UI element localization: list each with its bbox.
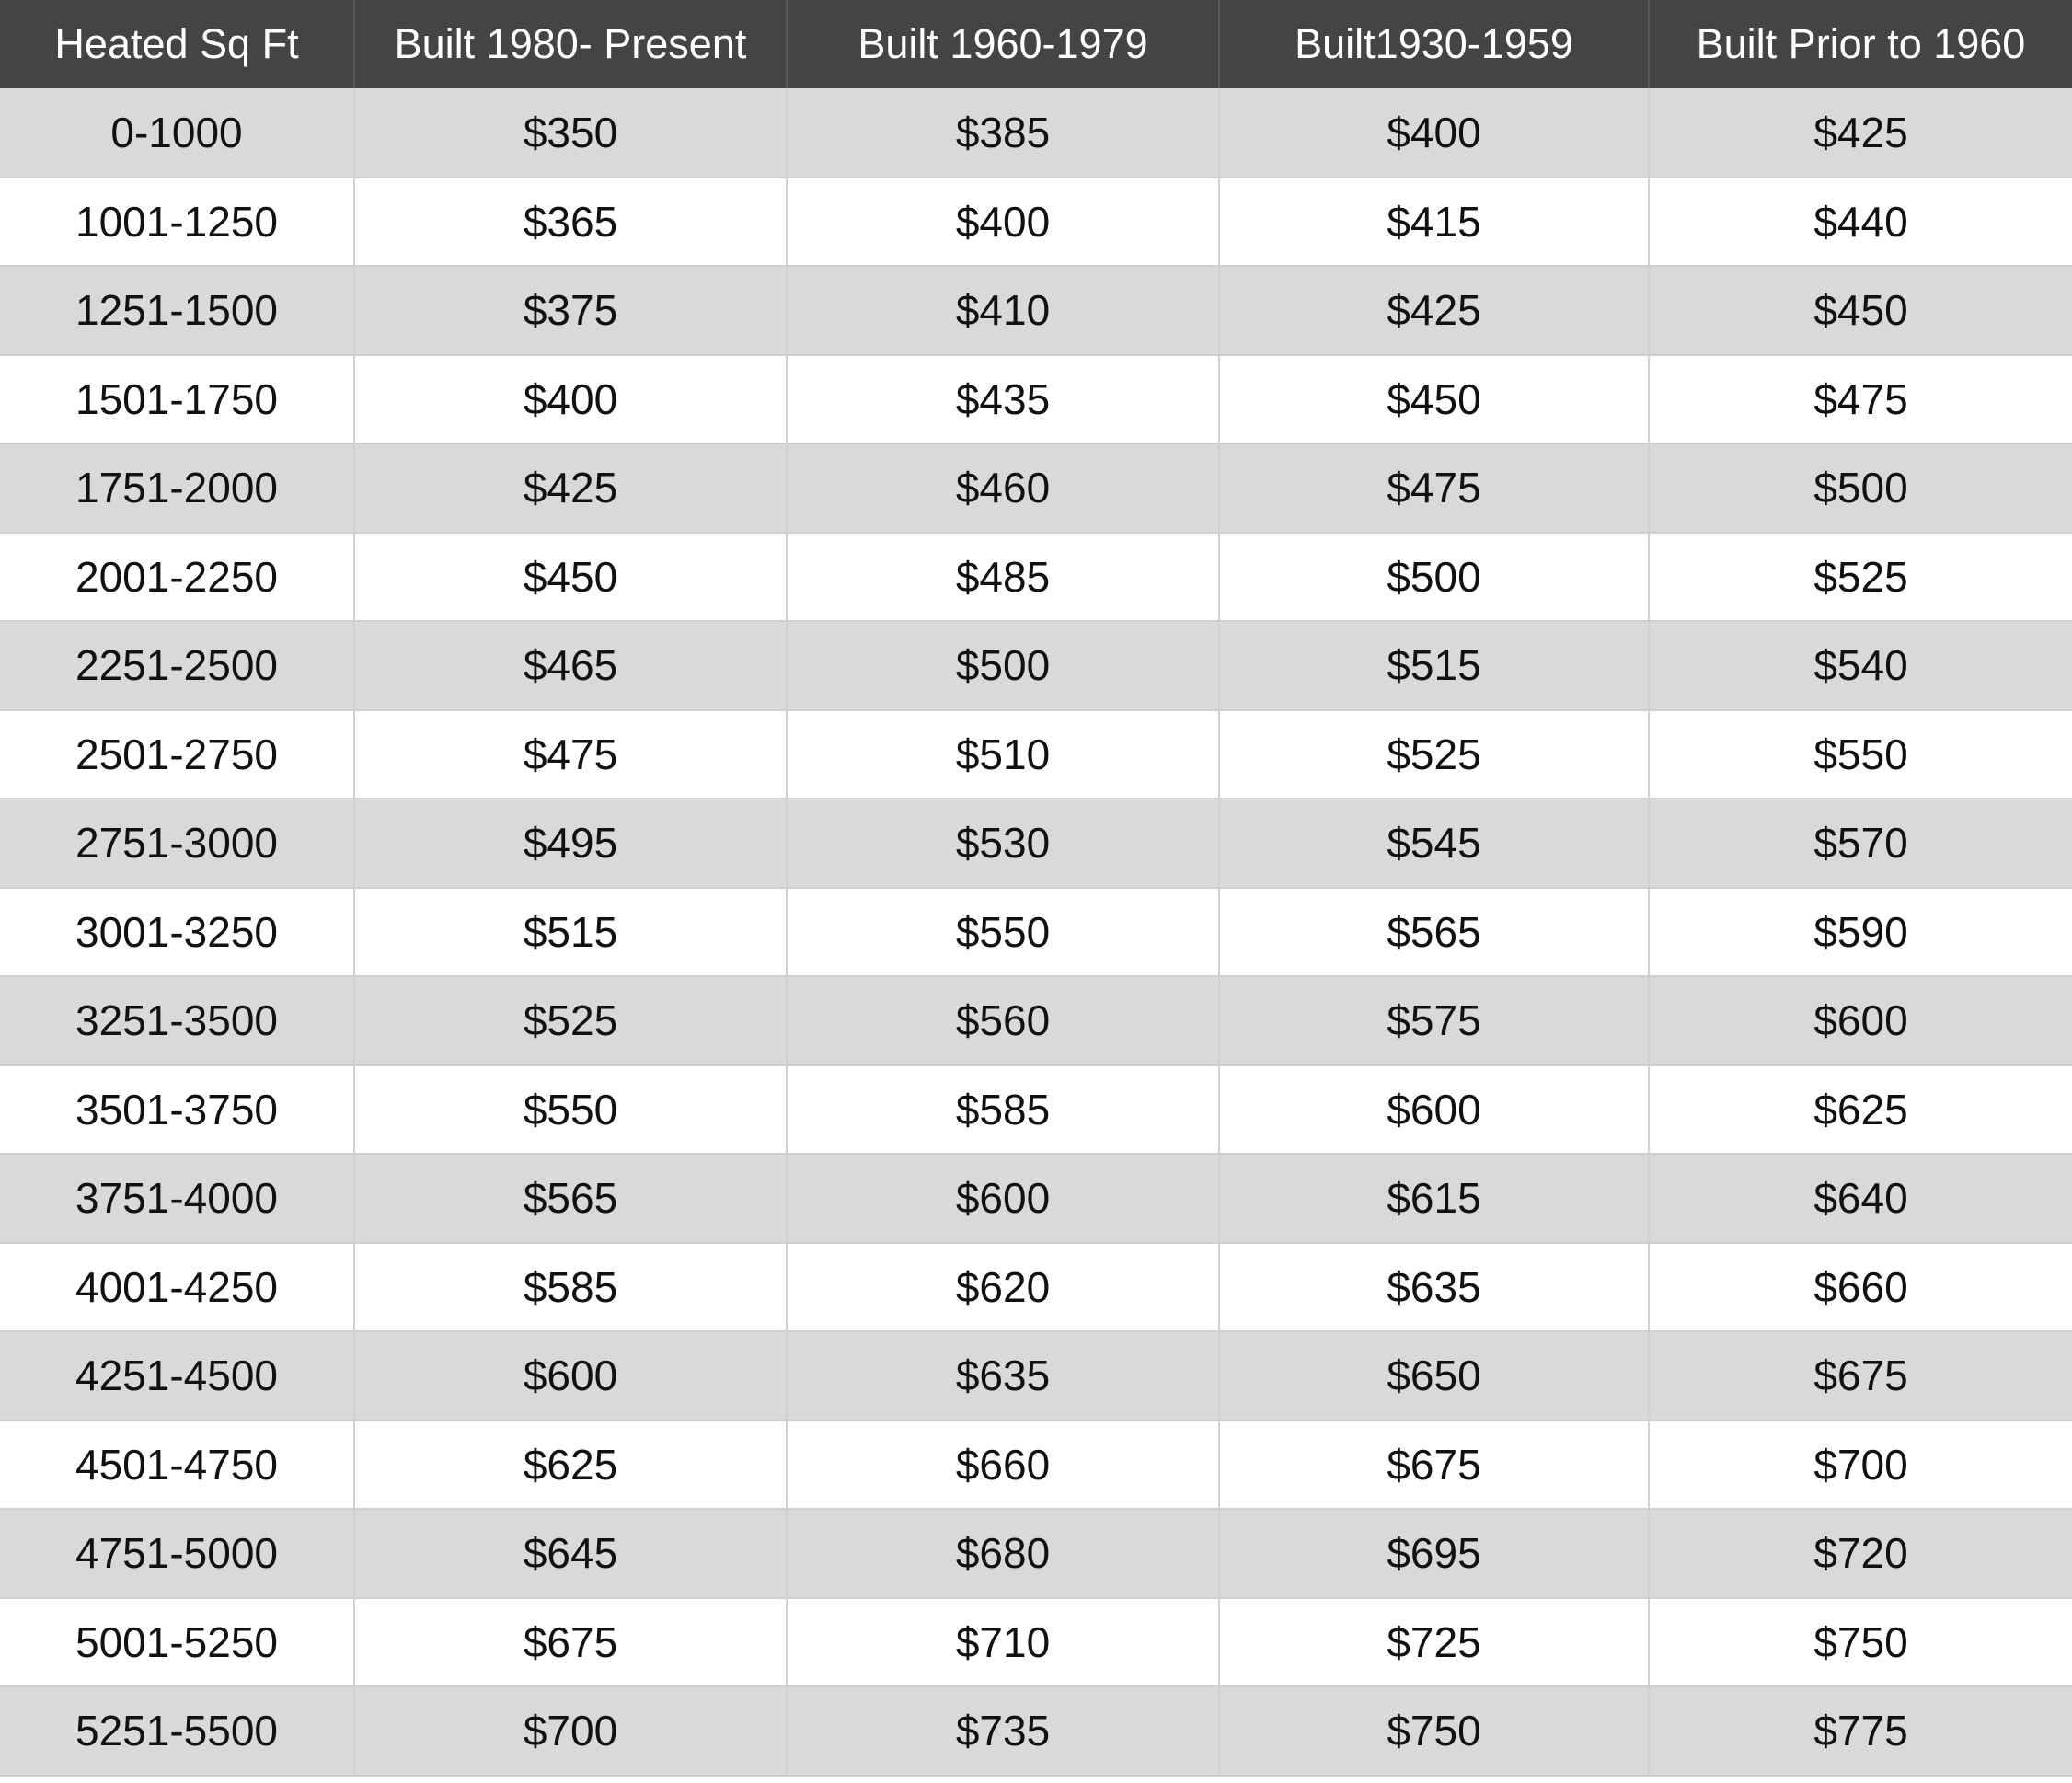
- table-row: [0, 1421, 2072, 1510]
- cell-prior-1960: $660: [1649, 1243, 2072, 1332]
- table-row: [0, 1065, 2072, 1155]
- cell-prior-1960: $425: [1649, 88, 2072, 178]
- cell-prior-1960: $720: [1649, 1509, 2072, 1598]
- cell-sq-ft: 1751-2000: [0, 443, 354, 533]
- cell-1930-1959: $725: [1219, 1598, 1649, 1687]
- cell-1930-1959: $500: [1219, 533, 1649, 622]
- cell-1960-1979: $435: [787, 355, 1219, 444]
- cell-sq-ft: 3001-3250: [0, 888, 354, 977]
- cell-sq-ft: 4251-4500: [0, 1331, 354, 1421]
- cell-sq-ft: 3251-3500: [0, 976, 354, 1065]
- cell-1960-1979: $560: [787, 976, 1219, 1065]
- cell-1980-present: $400: [354, 355, 787, 444]
- cell-sq-ft: 2501-2750: [0, 710, 354, 799]
- cell-1960-1979: $485: [787, 533, 1219, 622]
- cell-prior-1960: $540: [1649, 621, 2072, 710]
- cell-1960-1979: $635: [787, 1331, 1219, 1421]
- cell-1930-1959: $400: [1219, 88, 1649, 178]
- cell-1980-present: $675: [354, 1598, 787, 1687]
- cell-1930-1959: $545: [1219, 799, 1649, 888]
- cell-1930-1959: $475: [1219, 443, 1649, 533]
- cell-1980-present: $550: [354, 1065, 787, 1155]
- cell-1960-1979: $735: [787, 1686, 1219, 1776]
- cell-1980-present: $375: [354, 266, 787, 355]
- cell-prior-1960: $590: [1649, 888, 2072, 977]
- cell-prior-1960: $550: [1649, 710, 2072, 799]
- table-row: [0, 1509, 2072, 1598]
- table-row: [0, 1598, 2072, 1687]
- table-header: [0, 0, 2072, 88]
- cell-sq-ft: 3501-3750: [0, 1065, 354, 1155]
- cell-1980-present: $525: [354, 976, 787, 1065]
- table-row: [0, 799, 2072, 888]
- table-row: [0, 88, 2072, 178]
- table-row: [0, 1243, 2072, 1332]
- cell-1960-1979: $600: [787, 1154, 1219, 1243]
- cell-1980-present: $625: [354, 1421, 787, 1510]
- cell-1980-present: $645: [354, 1509, 787, 1598]
- header-built-prior-1960: Built Prior to 1960: [1649, 0, 2072, 88]
- cell-1930-1959: $575: [1219, 976, 1649, 1065]
- cell-sq-ft: 1001-1250: [0, 178, 354, 267]
- table-row: [0, 1686, 2072, 1776]
- cell-1930-1959: $600: [1219, 1065, 1649, 1155]
- cell-prior-1960: $450: [1649, 266, 2072, 355]
- cell-prior-1960: $750: [1649, 1598, 2072, 1687]
- cell-1960-1979: $530: [787, 799, 1219, 888]
- cell-1960-1979: $460: [787, 443, 1219, 533]
- cell-prior-1960: $675: [1649, 1331, 2072, 1421]
- cell-1930-1959: $565: [1219, 888, 1649, 977]
- cell-sq-ft: 3751-4000: [0, 1154, 354, 1243]
- cell-prior-1960: $525: [1649, 533, 2072, 622]
- cell-1930-1959: $750: [1219, 1686, 1649, 1776]
- cell-1930-1959: $635: [1219, 1243, 1649, 1332]
- cell-1960-1979: $680: [787, 1509, 1219, 1598]
- table-row: [0, 266, 2072, 355]
- header-row: [0, 0, 2072, 88]
- cell-sq-ft: 4001-4250: [0, 1243, 354, 1332]
- table-row: [0, 1154, 2072, 1243]
- cell-1980-present: $515: [354, 888, 787, 977]
- cell-1960-1979: $500: [787, 621, 1219, 710]
- cell-sq-ft: 4751-5000: [0, 1509, 354, 1598]
- cell-sq-ft: 2251-2500: [0, 621, 354, 710]
- cell-sq-ft: 5001-5250: [0, 1598, 354, 1687]
- cell-1930-1959: $695: [1219, 1509, 1649, 1598]
- cell-1960-1979: $660: [787, 1421, 1219, 1510]
- cell-1980-present: $465: [354, 621, 787, 710]
- cell-sq-ft: 1251-1500: [0, 266, 354, 355]
- header-sq-ft: Heated Sq Ft: [0, 0, 354, 88]
- cell-prior-1960: $500: [1649, 443, 2072, 533]
- cell-prior-1960: $600: [1649, 976, 2072, 1065]
- cell-1980-present: $425: [354, 443, 787, 533]
- cell-1930-1959: $525: [1219, 710, 1649, 799]
- cell-prior-1960: $570: [1649, 799, 2072, 888]
- cell-sq-ft: 4501-4750: [0, 1421, 354, 1510]
- cell-1960-1979: $400: [787, 178, 1219, 267]
- cell-1960-1979: $385: [787, 88, 1219, 178]
- table-row: [0, 888, 2072, 977]
- cell-1960-1979: $410: [787, 266, 1219, 355]
- cell-prior-1960: $440: [1649, 178, 2072, 267]
- cell-1980-present: $475: [354, 710, 787, 799]
- cell-1960-1979: $710: [787, 1598, 1219, 1687]
- cell-sq-ft: 0-1000: [0, 88, 354, 178]
- cell-1960-1979: $510: [787, 710, 1219, 799]
- cell-prior-1960: $625: [1649, 1065, 2072, 1155]
- header-built-1930-1959: Built1930-1959: [1219, 0, 1649, 88]
- cell-sq-ft: 5251-5500: [0, 1686, 354, 1776]
- cell-1980-present: $350: [354, 88, 787, 178]
- cell-1960-1979: $550: [787, 888, 1219, 977]
- cell-1930-1959: $650: [1219, 1331, 1649, 1421]
- cell-1980-present: $365: [354, 178, 787, 267]
- cell-prior-1960: $640: [1649, 1154, 2072, 1243]
- cell-1960-1979: $585: [787, 1065, 1219, 1155]
- cell-1930-1959: $675: [1219, 1421, 1649, 1510]
- cell-1960-1979: $620: [787, 1243, 1219, 1332]
- table-row: [0, 621, 2072, 710]
- cell-1980-present: $565: [354, 1154, 787, 1243]
- table-row: [0, 976, 2072, 1065]
- cell-1930-1959: $450: [1219, 355, 1649, 444]
- cell-sq-ft: 2751-3000: [0, 799, 354, 888]
- header-built-1960-1979: Built 1960-1979: [787, 0, 1219, 88]
- cell-sq-ft: 1501-1750: [0, 355, 354, 444]
- table-row: [0, 178, 2072, 267]
- cell-sq-ft: 2001-2250: [0, 533, 354, 622]
- table-body: [0, 88, 2072, 1776]
- table-row: [0, 1331, 2072, 1421]
- header-built-1980-present: Built 1980- Present: [354, 0, 787, 88]
- table-row: [0, 710, 2072, 799]
- cell-1980-present: $600: [354, 1331, 787, 1421]
- table-row: [0, 443, 2072, 533]
- cell-1930-1959: $415: [1219, 178, 1649, 267]
- cell-1980-present: $450: [354, 533, 787, 622]
- cell-1930-1959: $425: [1219, 266, 1649, 355]
- table-row: [0, 533, 2072, 622]
- cell-prior-1960: $700: [1649, 1421, 2072, 1510]
- cell-1980-present: $495: [354, 799, 787, 888]
- cell-1980-present: $585: [354, 1243, 787, 1332]
- cell-1930-1959: $615: [1219, 1154, 1649, 1243]
- cell-1980-present: $700: [354, 1686, 787, 1776]
- table-row: [0, 355, 2072, 444]
- cell-prior-1960: $475: [1649, 355, 2072, 444]
- cell-prior-1960: $775: [1649, 1686, 2072, 1776]
- cell-1930-1959: $515: [1219, 621, 1649, 710]
